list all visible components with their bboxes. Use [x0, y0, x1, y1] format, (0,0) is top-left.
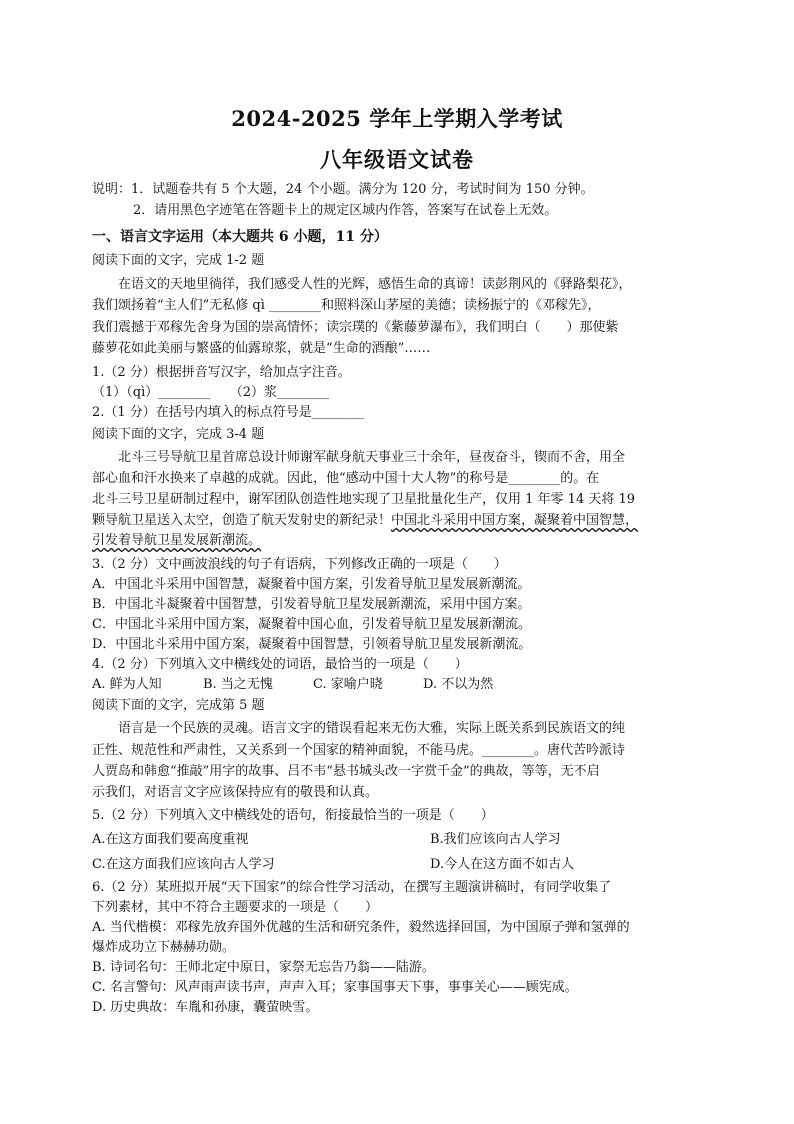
question-3-option-d: D．中国北斗采用中国方案，凝聚着中国智慧，引领着导航卫星发展新潮流。 [92, 637, 532, 652]
instruction-line-2: 2．请用黑色字迹笔在答题卡上的规定区域内作答，答案写在试卷上无效。 [133, 203, 558, 218]
passage1-line-4: 藤萝花如此美丽与繁盛的仙露琼浆，就是“生命的酒酿”…… [92, 341, 431, 356]
passage3-line-2: 正性、规范性和严肃性，又关系到一个国家的精神面貌，不能马虎。________。唐代苦吟派诗 [92, 743, 626, 758]
question-2: 2.（1 分）在括号内填入的标点符号是________ [92, 405, 364, 420]
question-5-option-a: A.在这方面我们要高度重视 [92, 832, 249, 847]
question-5-option-b: B.我们应该向古人学习 [430, 832, 561, 847]
question-6-line-2: 下列素材，其中不符合主题要求的一项是（ ） [92, 900, 379, 915]
exam-title: 2024-2025 学年上学期入学考试 [231, 106, 563, 131]
section-1-title: 一、语言文字运用（本大题共 6 小题，11 分） [92, 229, 388, 245]
question-5-option-d: D.今人在这方面不如古人 [430, 857, 575, 872]
reading-prompt-5: 阅读下面的文字，完成第 5 题 [92, 698, 265, 713]
passage2-line-1: 北斗三号导航卫星首席总设计师谢军献身航天事业三十余年，昼夜奋斗，锲而不舍，用全 [118, 450, 626, 465]
wavy-underlined-sentence-part-1: 中国北斗采用中国方案，凝聚着中国智慧， [391, 513, 639, 528]
reading-prompt-3-4: 阅读下面的文字，完成 3-4 题 [92, 427, 265, 442]
question-6-option-a: A. 当代楷模：邓稼先放弃国外优越的生活和研究条件，毅然选择回国，为中国原子弹和氢弹的 [92, 920, 630, 935]
passage2-line-2: 部心血和汗水换来了卓越的成就。因此，他“感动中国十大人物”的称号是________的。在 [92, 471, 600, 486]
passage1-line-1: 在语文的天地里徜徉，我们感受人性的光辉，感悟生命的真谛！读彭荆风的《驿路梨花》， [118, 277, 632, 292]
question-6-option-b: B. 诗词名句：王师北定中原日，家祭无忘告乃翁——陆游。 [92, 960, 435, 975]
passage2-line-3: 北斗三号卫星研制过程中，谢军团队创造性地实现了卫星批量化生产，仅用 1 年零 14 天将 19 [92, 492, 636, 507]
passage1-line-3: 我们震撼于邓稼先舍身为国的崇高情怀；读宗璞的《紫藤萝瀑布》，我们明白（ ）那使紫 [92, 320, 619, 335]
question-5-option-c: C.在这方面我们应该向古人学习 [92, 857, 275, 872]
reading-prompt-1-2: 阅读下面的文字，完成 1-2 题 [92, 253, 265, 268]
passage3-line-1: 语言是一个民族的灵魂。语言文字的错误看起来无伤大雅，实际上既关系到民族语文的纯 [118, 721, 626, 736]
question-3-option-a: A．中国北斗采用中国智慧，凝聚着中国方案，引发着导航卫星发展新潮流。 [92, 577, 531, 592]
passage2-line-4-text: 颗导航卫星送入太空，创造了航天发射史的新纪录！ [92, 513, 392, 528]
question-4-option-d: D. 不以为然 [423, 677, 494, 692]
exam-subtitle: 八年级语文试卷 [320, 147, 474, 172]
question-3-option-c: C．中国北斗采用中国方案，凝聚着中国心血，引发着导航卫星发展新潮流。 [92, 617, 531, 632]
question-6-option-d: D. 历史典故：车胤和孙康，囊萤映雪。 [92, 1000, 319, 1015]
passage1-line-2: 我们颂扬着“主人们”无私修 qì ________和照料深山茅屋的美德；读杨振宁的《邓稼先》， [92, 298, 601, 313]
question-3-option-b: B．中国北斗凝聚着中国智慧，引发着导航卫星发展新潮流，采用中国方案。 [92, 597, 531, 612]
passage2-line-4 [92, 513, 638, 529]
question-1-blanks: （1）（qì）________ （2）浆________ [92, 385, 330, 400]
passage2-line-5 [92, 533, 261, 549]
question-4: 4.（2 分）下列填入文中横线处的词语，最恰当的一项是（ ） [92, 657, 468, 672]
instruction-line-1: 说明：1．试题卷共有 5 个大题，24 个小题。满分为 120 分，考试时间为 150 分钟。 [92, 182, 594, 197]
question-4-option-a: A. 鲜为人知 [92, 677, 162, 692]
question-3: 3.（2 分）文中画波浪线的句子有语病，下列修改正确的一项是（ ） [92, 557, 507, 572]
wavy-underlined-sentence-part-2: 引发着导航卫星发展新潮流。 [92, 533, 262, 548]
question-6-option-c: C. 名言警句：风声雨声读书声，声声入耳；家事国事天下事，事事关心——顾宪成。 [92, 980, 578, 995]
question-1: 1.（2 分）根据拼音写汉字，给加点字注音。 [92, 365, 351, 380]
question-6-line-1: 6.（2 分）某班拟开展“天下国家”的综合性学习活动，在撰写主题演讲稿时，有同学收集了 [92, 880, 612, 895]
question-4-option-c: C. 家喻户晓 [313, 677, 383, 692]
question-5: 5.（2 分）下列填入文中横线处的语句，衔接最恰当的一项是（ ） [92, 808, 494, 823]
passage3-line-4: 示我们，对语言文字应该保持应有的敬畏和认真。 [92, 785, 379, 800]
passage3-line-3: 人贾岛和韩愈“推敲”用字的故事、吕不韦“悬书城头改一字赏千金”的典故，等等，无不启 [92, 764, 600, 779]
question-6-option-a-cont: 爆炸成功立下赫赫功勋。 [92, 940, 236, 955]
question-4-option-b: B. 当之无愧 [203, 677, 273, 692]
